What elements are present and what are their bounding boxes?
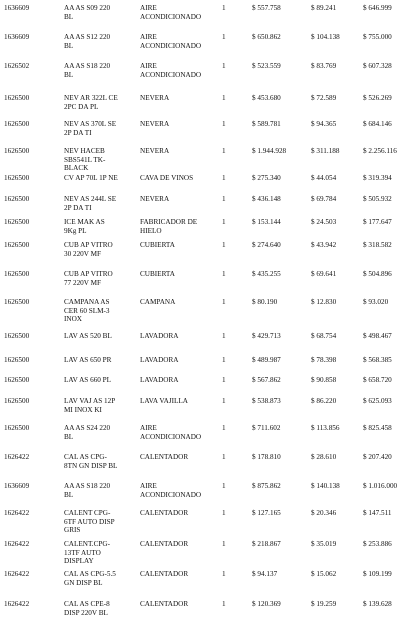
item-category: CAMPANA: [140, 298, 176, 306]
item-quantity: 1: [222, 570, 226, 578]
item-price: $ 489.987: [252, 356, 281, 364]
item-category: CUBIERTA: [140, 270, 175, 278]
item-quantity: 1: [222, 424, 226, 432]
item-total: $ 109.199: [363, 570, 392, 578]
item-tax: $ 83.769: [311, 62, 337, 70]
item-price: $ 94.137: [252, 570, 278, 578]
item-price: $ 650.862: [252, 33, 281, 41]
item-description: CUB AP VITRO 30 220V MF: [64, 241, 113, 258]
item-description: CAL AS CPG-5.5 GN DISP BL: [64, 570, 116, 587]
item-total: $ 319.394: [363, 174, 392, 182]
item-tax: $ 24.503: [311, 218, 337, 226]
table-row: [0, 332, 402, 358]
table-row: [0, 509, 402, 535]
item-code: 1626422: [4, 600, 30, 608]
item-tax: $ 78.398: [311, 356, 337, 364]
item-code: 1626500: [4, 376, 30, 384]
item-category: LAVADORA: [140, 356, 179, 364]
item-quantity: 1: [222, 218, 226, 226]
item-description: NEV AS 244L SE 2P DA TI: [64, 195, 117, 212]
item-category: AIRE ACONDICIONADO: [140, 4, 202, 21]
item-quantity: 1: [222, 174, 226, 182]
item-code: 1626422: [4, 570, 30, 578]
item-description: LAV AS 660 PL: [64, 376, 112, 384]
table-row: [0, 482, 402, 508]
item-price: $ 589.781: [252, 120, 281, 128]
item-quantity: 1: [222, 540, 226, 548]
table-row: [0, 241, 402, 267]
item-price: $ 711.602: [252, 424, 281, 432]
item-tax: $ 86.220: [311, 397, 337, 405]
item-total: $ 139.628: [363, 600, 392, 608]
item-quantity: 1: [222, 298, 226, 306]
item-description: CALENT CPG- 6TF AUTO DISP GRIS: [64, 509, 115, 535]
item-quantity: 1: [222, 94, 226, 102]
item-price: $ 523.559: [252, 62, 281, 70]
item-category: FABRICADOR DE HIELO: [140, 218, 198, 235]
item-description: CAMPANA AS CER 60 SLM-3 INOX: [64, 298, 110, 324]
item-tax: $ 35.019: [311, 540, 337, 548]
item-tax: $ 19.259: [311, 600, 337, 608]
table-row: [0, 62, 402, 88]
item-price: $ 127.165: [252, 509, 281, 517]
item-tax: $ 20.346: [311, 509, 337, 517]
item-category: LAVADORA: [140, 332, 179, 340]
item-category: CALENTADOR: [140, 570, 189, 578]
item-price: $ 875.862: [252, 482, 281, 490]
table-row: [0, 94, 402, 120]
item-quantity: 1: [222, 33, 226, 41]
item-price: $ 153.144: [252, 218, 281, 226]
item-description: CALENT.CPG- 13TF AUTO DISPLAY: [64, 540, 110, 566]
item-total: $ 2.256.116: [363, 147, 397, 155]
item-code: 1626500: [4, 332, 30, 340]
item-tax: $ 72.589: [311, 94, 337, 102]
item-total: $ 607.328: [363, 62, 392, 70]
item-code: 1626500: [4, 147, 30, 155]
item-price: $ 435.255: [252, 270, 281, 278]
item-tax: $ 69.641: [311, 270, 337, 278]
item-code: 1636609: [4, 33, 30, 41]
item-quantity: 1: [222, 482, 226, 490]
item-price: $ 178.810: [252, 453, 281, 461]
item-description: CV AP 70L 1P NE: [64, 174, 118, 182]
table-row: [0, 540, 402, 566]
item-total: $ 498.467: [363, 332, 392, 340]
item-description: AA AS S12 220 BL: [64, 33, 111, 50]
item-tax: $ 12.830: [311, 298, 337, 306]
item-price: $ 538.873: [252, 397, 281, 405]
item-tax: $ 15.062: [311, 570, 337, 578]
item-total: $ 147.511: [363, 509, 392, 517]
table-row: [0, 600, 402, 626]
item-code: 1626500: [4, 120, 30, 128]
item-code: 1626500: [4, 174, 30, 182]
item-category: AIRE ACONDICIONADO: [140, 424, 202, 441]
item-tax: $ 43.942: [311, 241, 337, 249]
item-price: $ 120.369: [252, 600, 281, 608]
item-tax: $ 28.610: [311, 453, 337, 461]
item-total: $ 658.720: [363, 376, 392, 384]
item-quantity: 1: [222, 4, 226, 12]
item-category: LAVADORA: [140, 376, 179, 384]
item-description: CAL AS CPG- 8TN GN DISP BL: [64, 453, 118, 470]
item-code: 1636609: [4, 482, 30, 490]
item-code: 1626500: [4, 356, 30, 364]
table-row: [0, 424, 402, 450]
item-description: NEV AR 322L CE 2PC DA PL: [64, 94, 118, 111]
item-tax: $ 89.241: [311, 4, 337, 12]
item-code: 1626422: [4, 509, 30, 517]
item-quantity: 1: [222, 376, 226, 384]
table-row: [0, 33, 402, 59]
item-price: $ 567.862: [252, 376, 281, 384]
item-total: $ 207.420: [363, 453, 392, 461]
item-quantity: 1: [222, 397, 226, 405]
item-description: NEV HACEB SBS541L TK- BLACK: [64, 147, 106, 173]
item-code: 1626500: [4, 94, 30, 102]
item-price: $ 429.713: [252, 332, 281, 340]
item-total: $ 526.269: [363, 94, 392, 102]
item-category: CALENTADOR: [140, 540, 189, 548]
item-quantity: 1: [222, 120, 226, 128]
item-tax: $ 94.365: [311, 120, 337, 128]
item-code: 1626500: [4, 270, 30, 278]
item-code: 1626422: [4, 453, 30, 461]
item-total: $ 253.886: [363, 540, 392, 548]
table-row: [0, 120, 402, 146]
item-price: $ 557.758: [252, 4, 281, 12]
item-description: AA AS S18 220 BL: [64, 482, 111, 499]
item-tax: $ 104.138: [311, 33, 340, 41]
table-row: [0, 397, 402, 423]
item-quantity: 1: [222, 62, 226, 70]
item-total: $ 177.647: [363, 218, 392, 226]
item-code: 1626500: [4, 218, 30, 226]
item-total: $ 646.999: [363, 4, 392, 12]
item-category: CALENTADOR: [140, 600, 189, 608]
item-description: NEV AS 370L SE 2P DA TI: [64, 120, 117, 137]
item-description: LAV VAJ AS 12P MI INOX KI: [64, 397, 116, 414]
item-category: AIRE ACONDICIONADO: [140, 33, 202, 50]
item-price: $ 274.640: [252, 241, 281, 249]
item-total: $ 505.932: [363, 195, 392, 203]
item-category: CUBIERTA: [140, 241, 175, 249]
item-category: AIRE ACONDICIONADO: [140, 62, 202, 79]
item-tax: $ 44.054: [311, 174, 337, 182]
item-total: $ 93.020: [363, 298, 389, 306]
item-tax: $ 113.856: [311, 424, 340, 432]
item-total: $ 1.016.000: [363, 482, 398, 490]
item-category: NEVERA: [140, 195, 170, 203]
item-category: NEVERA: [140, 94, 170, 102]
item-code: 1626502: [4, 62, 30, 70]
item-tax: $ 69.784: [311, 195, 337, 203]
item-tax: $ 68.754: [311, 332, 337, 340]
item-total: $ 684.146: [363, 120, 392, 128]
item-quantity: 1: [222, 195, 226, 203]
item-quantity: 1: [222, 356, 226, 364]
item-code: 1626500: [4, 397, 30, 405]
item-total: $ 504.896: [363, 270, 392, 278]
item-category: LAVA VAJILLA: [140, 397, 188, 405]
item-quantity: 1: [222, 241, 226, 249]
item-quantity: 1: [222, 600, 226, 608]
item-category: NEVERA: [140, 147, 170, 155]
item-description: LAV AS 650 PR: [64, 356, 112, 364]
item-price: $ 218.867: [252, 540, 281, 548]
item-code: 1626500: [4, 424, 30, 432]
item-tax: $ 90.858: [311, 376, 337, 384]
item-category: AIRE ACONDICIONADO: [140, 482, 202, 499]
item-description: CAL AS CPE-8 DISP 220V BL: [64, 600, 110, 617]
item-category: CALENTADOR: [140, 509, 189, 517]
item-total: $ 825.458: [363, 424, 392, 432]
table-row: [0, 570, 402, 596]
item-category: NEVERA: [140, 120, 170, 128]
item-description: LAV AS 520 BL: [64, 332, 112, 340]
item-total: $ 568.385: [363, 356, 392, 364]
item-description: CUB AP VITRO 77 220V MF: [64, 270, 113, 287]
item-category: CAVA DE VINOS: [140, 174, 194, 182]
item-quantity: 1: [222, 453, 226, 461]
item-total: $ 755.000: [363, 33, 392, 41]
item-description: AA AS S24 220 BL: [64, 424, 111, 441]
item-description: AA AS S09 220 BL: [64, 4, 111, 21]
item-code: 1636609: [4, 4, 30, 12]
item-code: 1626500: [4, 298, 30, 306]
item-price: $ 80.190: [252, 298, 278, 306]
item-description: AA AS S18 220 BL: [64, 62, 111, 79]
item-total: $ 318.582: [363, 241, 392, 249]
item-quantity: 1: [222, 509, 226, 517]
item-category: CALENTADOR: [140, 453, 189, 461]
item-price: $ 275.340: [252, 174, 281, 182]
item-price: $ 453.680: [252, 94, 281, 102]
item-price: $ 1.944.928: [252, 147, 287, 155]
item-tax: $ 140.138: [311, 482, 340, 490]
item-quantity: 1: [222, 332, 226, 340]
table-row: [0, 453, 402, 479]
item-description: ICE MAK AS 9Kg PL: [64, 218, 105, 235]
item-code: 1626500: [4, 241, 30, 249]
item-code: 1626422: [4, 540, 30, 548]
item-tax: $ 311.188: [311, 147, 340, 155]
table-row: [0, 298, 402, 324]
table-row: [0, 4, 402, 30]
item-total: $ 625.093: [363, 397, 392, 405]
item-quantity: 1: [222, 147, 226, 155]
table-row: [0, 147, 402, 173]
item-code: 1626500: [4, 195, 30, 203]
item-price: $ 436.148: [252, 195, 281, 203]
item-quantity: 1: [222, 270, 226, 278]
table-row: [0, 270, 402, 296]
